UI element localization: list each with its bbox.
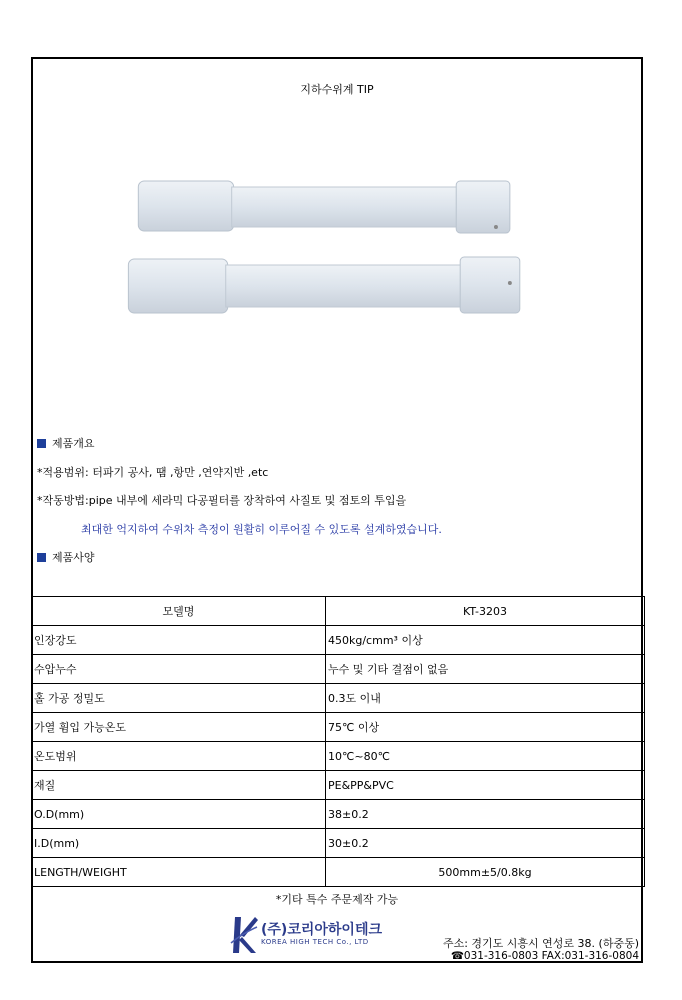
spec-table (31, 596, 645, 887)
row-value: 38±0.2 (326, 800, 645, 829)
product-sheet (31, 57, 643, 963)
row-label: 가열 휨입 가능온도 (32, 713, 326, 742)
row-value: PE&PP&PVC (326, 771, 645, 800)
row-label: 온도범위 (32, 742, 326, 771)
scope-text: *적용범위: 터파기 공사, 땜 ,항만 ,연약지반 ,etc (37, 466, 269, 479)
table-row (32, 800, 645, 829)
row-label: O.D(mm) (32, 800, 326, 829)
table-header-row (32, 597, 645, 626)
pipe-lower (128, 257, 519, 313)
company-contact: ☎031-316-0803 FAX:031-316-0804 (450, 950, 639, 962)
row-label: I.D(mm) (32, 829, 326, 858)
method-text-line1: *작동방법:pipe 내부에 세라믹 다공필터를 장착하여 사질토 및 점토의 투입을 (37, 494, 407, 507)
pipe-upper (138, 181, 510, 233)
custom-order-note: *기타 특수 주문제작 가능 (275, 893, 399, 906)
spec-heading: 제품사양 (37, 549, 95, 565)
table-row (32, 655, 645, 684)
company-address: 주소: 경기도 시흥시 연성로 38. (하중동) (442, 937, 639, 950)
row-value: 0.3도 이내 (326, 684, 645, 713)
row-value: 30±0.2 (326, 829, 645, 858)
row-value: 75℃ 이상 (326, 713, 645, 742)
row-label: LENGTH/WEIGHT (32, 858, 326, 887)
table-row (32, 771, 645, 800)
logo-k-icon (229, 913, 259, 957)
table-row (32, 713, 645, 742)
overview-heading: 제품개요 (37, 435, 95, 451)
model-value: KT-3203 (326, 597, 645, 626)
row-value: 500mm±5/0.8kg (326, 858, 645, 887)
bullet-square-icon (37, 553, 46, 562)
row-label: 수압누수 (32, 655, 326, 684)
row-label: 인장강도 (32, 626, 326, 655)
method-text-line2: 최대한 억지하여 수위차 측정이 원활히 이루어질 수 있도록 설계하였습니다. (81, 523, 442, 536)
table-row (32, 626, 645, 655)
row-value: 450kg/cmm³ 이상 (326, 626, 645, 655)
table-row (32, 684, 645, 713)
table-row (32, 742, 645, 771)
row-value: 10℃~80℃ (326, 742, 645, 771)
row-label: 홀 가공 정밀도 (32, 684, 326, 713)
row-label: 재질 (32, 771, 326, 800)
company-logo: (주)코리아하이테크 KOREA HIGH TECH Co., LTD (229, 913, 409, 959)
row-value: 누수 및 기타 결점이 없음 (326, 655, 645, 684)
bullet-square-icon (37, 439, 46, 448)
table-row (32, 858, 645, 887)
page-title: 지하수위계 TIP (300, 83, 374, 96)
model-label: 모델명 (32, 597, 326, 626)
table-row (32, 829, 645, 858)
product-photo (33, 169, 641, 329)
